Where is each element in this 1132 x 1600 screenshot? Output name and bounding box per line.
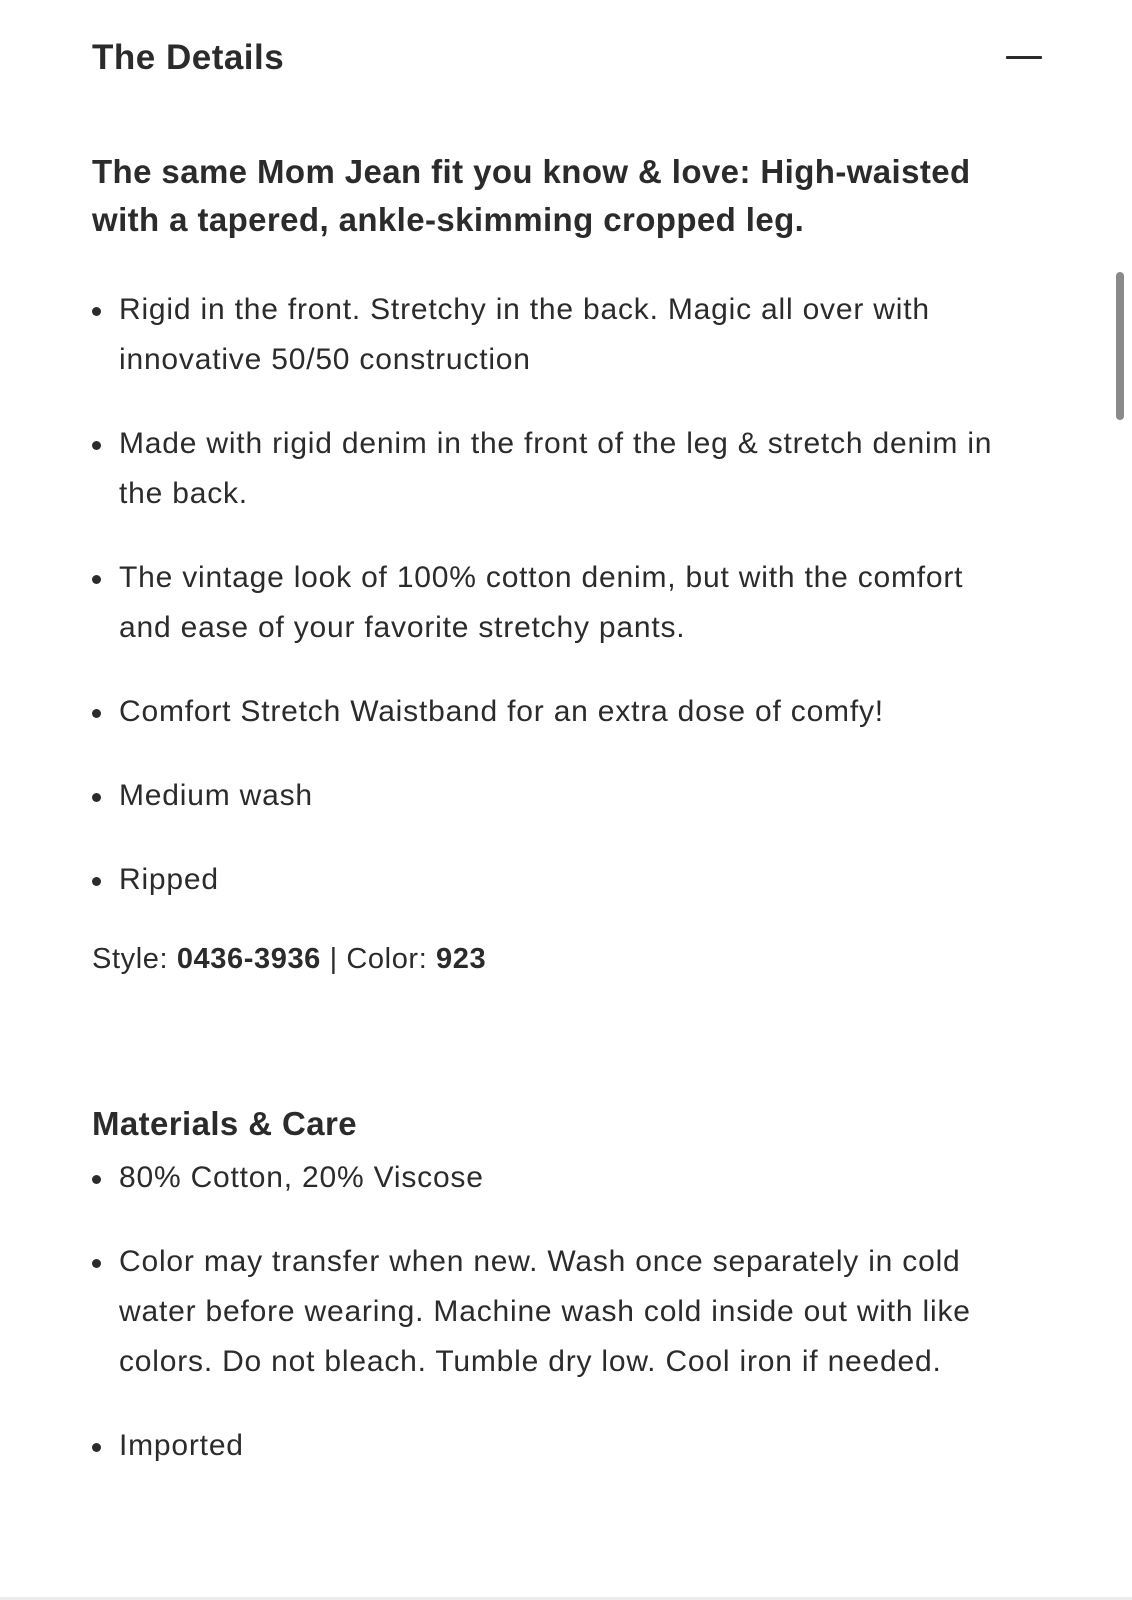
materials-bullet-list: [92, 1153, 1002, 1505]
list-item: [92, 1153, 1002, 1203]
list-item: [92, 687, 1002, 737]
bullet-text: Color may transfer when new. Wash once separately in cold water before wearing. Machine wash cold inside out with like colors. Do not bleach. Tumble dry low. Cool iron if needed.: [119, 1245, 971, 1378]
style-separator: |: [329, 943, 338, 975]
details-headline: The same Mom Jean fit you know & love: High-waisted with a tapered, ankle-skimming cropped leg.: [92, 153, 971, 238]
details-section-title: The Details: [92, 38, 285, 77]
bullet-icon: [92, 1259, 101, 1268]
bullet-text: Imported: [119, 1429, 244, 1462]
minus-icon[interactable]: [1004, 38, 1044, 78]
bullet-text: Medium wash: [119, 779, 313, 812]
bullet-icon: [92, 1175, 101, 1184]
minus-icon-bar: [1006, 56, 1042, 59]
list-item: [92, 285, 1002, 385]
list-item: [92, 1237, 1002, 1387]
bullet-icon: [92, 441, 101, 450]
list-item: [92, 771, 1002, 821]
list-item: [92, 1421, 1002, 1471]
bullet-text: The vintage look of 100% cotton denim, but with the comfort and ease of your favorite stretchy pants.: [119, 561, 964, 644]
bullet-icon: [92, 575, 101, 584]
scrollbar-thumb[interactable]: [1116, 272, 1124, 420]
bullet-text: Rigid in the front. Stretchy in the back. Magic all over with innovative 50/50 construction: [119, 293, 930, 376]
bullet-text: 80% Cotton, 20% Viscose: [119, 1161, 484, 1194]
style-label: Style:: [92, 943, 169, 975]
bullet-icon: [92, 1443, 101, 1452]
bullet-icon: [92, 709, 101, 718]
details-accordion-header[interactable]: [92, 38, 1042, 86]
color-code: 923: [436, 943, 487, 975]
list-item: [92, 553, 1002, 653]
style-color-line: [92, 943, 486, 976]
bullet-text: Comfort Stretch Waistband for an extra dose of comfy!: [119, 695, 884, 728]
materials-section-title: Materials & Care: [92, 1105, 358, 1142]
bullet-icon: [92, 793, 101, 802]
bullet-text: Made with rigid denim in the front of the leg & stretch denim in the back.: [119, 427, 993, 510]
bullet-icon: [92, 307, 101, 316]
style-number: 0436-3936: [176, 943, 321, 975]
details-bullet-list: [92, 285, 1002, 939]
bullet-icon: [92, 877, 101, 886]
list-item: [92, 855, 1002, 905]
list-item: [92, 419, 1002, 519]
color-label: Color:: [346, 943, 428, 975]
bullet-text: Ripped: [119, 863, 219, 896]
